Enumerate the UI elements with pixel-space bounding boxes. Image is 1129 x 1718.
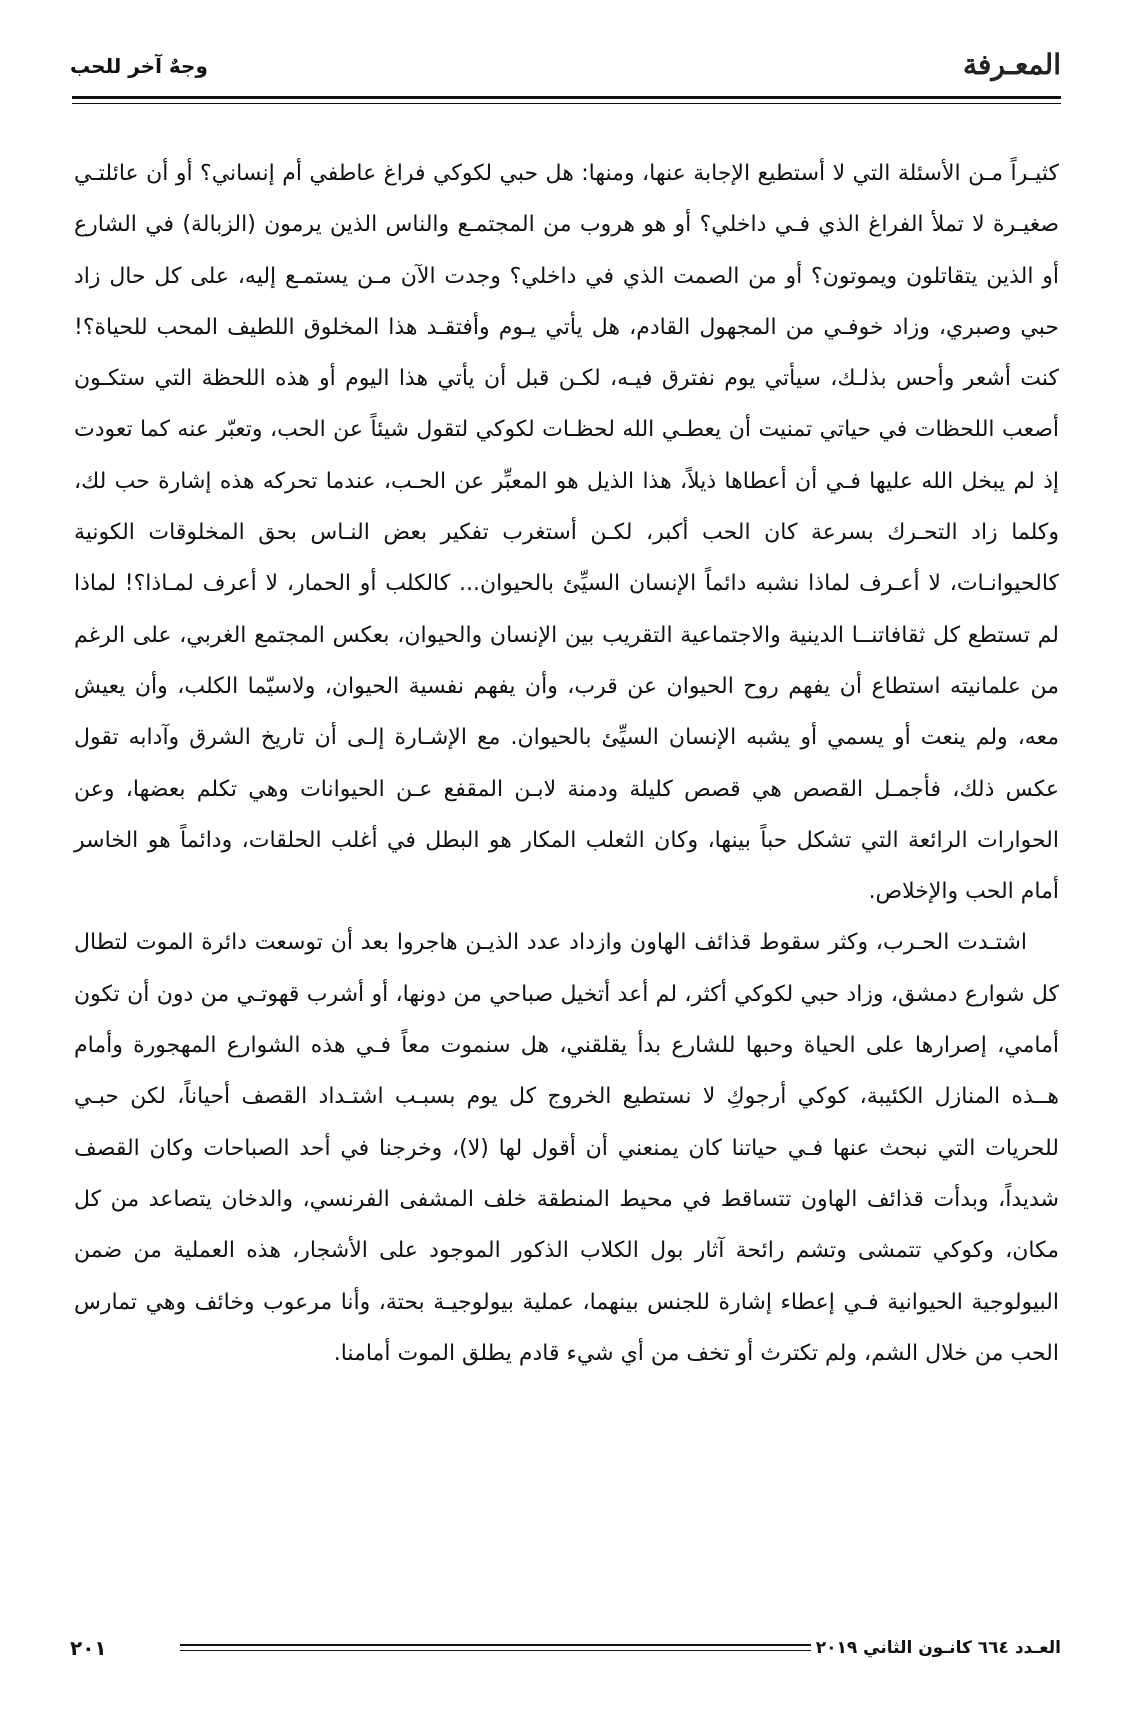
magazine-logo: المعـرفة bbox=[962, 48, 1061, 81]
page-header bbox=[70, 48, 1061, 98]
paragraph-2: اشتـدت الحـرب، وكثر سقوط قذائف الهاون وازداد عدد الذيـن هاجروا بعد أن توسعت دائرة الموت لتطال كل شوارع دمشق، وزاد حبي لكوكي أكثر، لم أعد أتخيل صباحي من دونها، أو أشرب قهوتـي من دون أن تكون أمامي، إصرارها على الحياة وحبها للشارع بدأ يقلقني، هل سنموت معاً فـي هذه الشوارع المهجورة وأمام هــذه المنازل الكئيبة، كوكي أرجوكِ لا نستطيع الخروج كل يوم بسبـب اشتـداد القصف أحياناً، لكن حبـي للحريات التي نبحث عنها فـي حياتنا كان يمنعني أن أقول لها (لا)، وخرجنا في أحد الصباحات وكان القصف شديداً، وبدأت قذائف الهاون تتساقط في محيط المنطقة خلف المشفى الفرنسي، والدخان يتصاعد من كل مكان، وكوكي تتمشى وتشم رائحة آثار بول الكلاب الذكور الموجود على الأشجار، هذه العملية من ضمن البيولوجية الحيوانية فـي إعطاء إشارة للجنس بينهما، عملية بيولوجيـة بحتة، وأنا مرعوب وخائف وهي تمارس الحب من خلال الشم، ولم تكترث أو تخف من أي شيء قادم يطلق الموت أمامنا. bbox=[74, 930, 1059, 1366]
article-title: وجهٌ آخر للحب bbox=[70, 54, 208, 78]
article-body bbox=[74, 148, 1059, 1379]
page-number: ٢٠١ bbox=[70, 1636, 107, 1660]
footer-divider-thin bbox=[180, 1650, 811, 1651]
issue-info: العـدد ٦٦٤ كانـون الثاني ٢٠١٩ bbox=[815, 1638, 1061, 1658]
header-divider bbox=[72, 96, 1061, 99]
page-footer bbox=[70, 1638, 1061, 1668]
paragraph-1: كثيـراً مـن الأسئلة التي لا أستطيع الإجابة عنها، ومنها: هل حبي لكوكي فراغ عاطفي أم إنساني؟ أو أن عائلتـي صغيـرة لا تملأ الفراغ الذي فـي داخلي؟ أو هو هروب من المجتمـع والناس الذين يرمون (الزبالة) في الشارع أو الذين يتقاتلون ويموتون؟ أو من الصمت الذي في داخلي؟ وجدت الآن مـن يستمـع إليه، على كل حال زاد حبي وصبري، وزاد خوفـي من المجهول القادم، هل يأتي يـوم وأفتقـد هذا المخلوق اللطيف المحب للحياة؟! كنت أشعر وأحس بذلـك، سيأتي يوم نفترق فيـه، لكـن قبل أن يأتي هذا اليوم أو هذه اللحظة التي ستكـون أصعب اللحظات في حياتي تمنيت أن يعطـي الله لحظـات لكوكي لتقول شيئاً عن الحب، وتعبّر عنه كما تعودت إذ لم يبخل الله عليها فـي أن أعطاها ذيلاً، هذا الذيل هو المعبِّر عن الحـب، عندما تحركه هذه إشارة حب لك، وكلما زاد التحـرك بسرعة كان الحب أكبر، لكـن أستغرب تفكير بعض النـاس بحق المخلوقات الكونية كالحيوانـات، لا أعـرف لماذا نشبه دائماً الإنسان السيِّئ بالحيوان... كالكلب أو الحمار، لا أعرف لمـاذا؟! لماذا لم تستطع كل ثقافاتنــا الدينية والاجتماعية التقريب بين الإنسان والحيوان، بعكس المجتمع الغربي، على الرغم من علمانيته استطاع أن يفهم روح الحيوان عن قرب، وأن يفهم نفسية الحيوان، ولاسيّما الكلب، وأن يعيش معه، ولم ينعت أو يسمي أو يشبه الإنسان السيِّئ بالحيوان. مع الإشـارة إلـى أن تاريخ الشرق وآدابه تقول عكس ذلك، فأجمـل القصص هي قصص كليلة ودمنة لابـن المقفع عـن الحيوانات وهي تكلم بعضها، وعن الحوارات الرائعة التي تشكل حباً بينها، وكان الثعلب المكار هو البطل في أغلب الحلقات، ودائماً هو الخاسر أمام الحب والإخلاص. bbox=[74, 161, 1059, 905]
footer-divider bbox=[180, 1644, 811, 1646]
header-divider-thin bbox=[72, 103, 1061, 104]
